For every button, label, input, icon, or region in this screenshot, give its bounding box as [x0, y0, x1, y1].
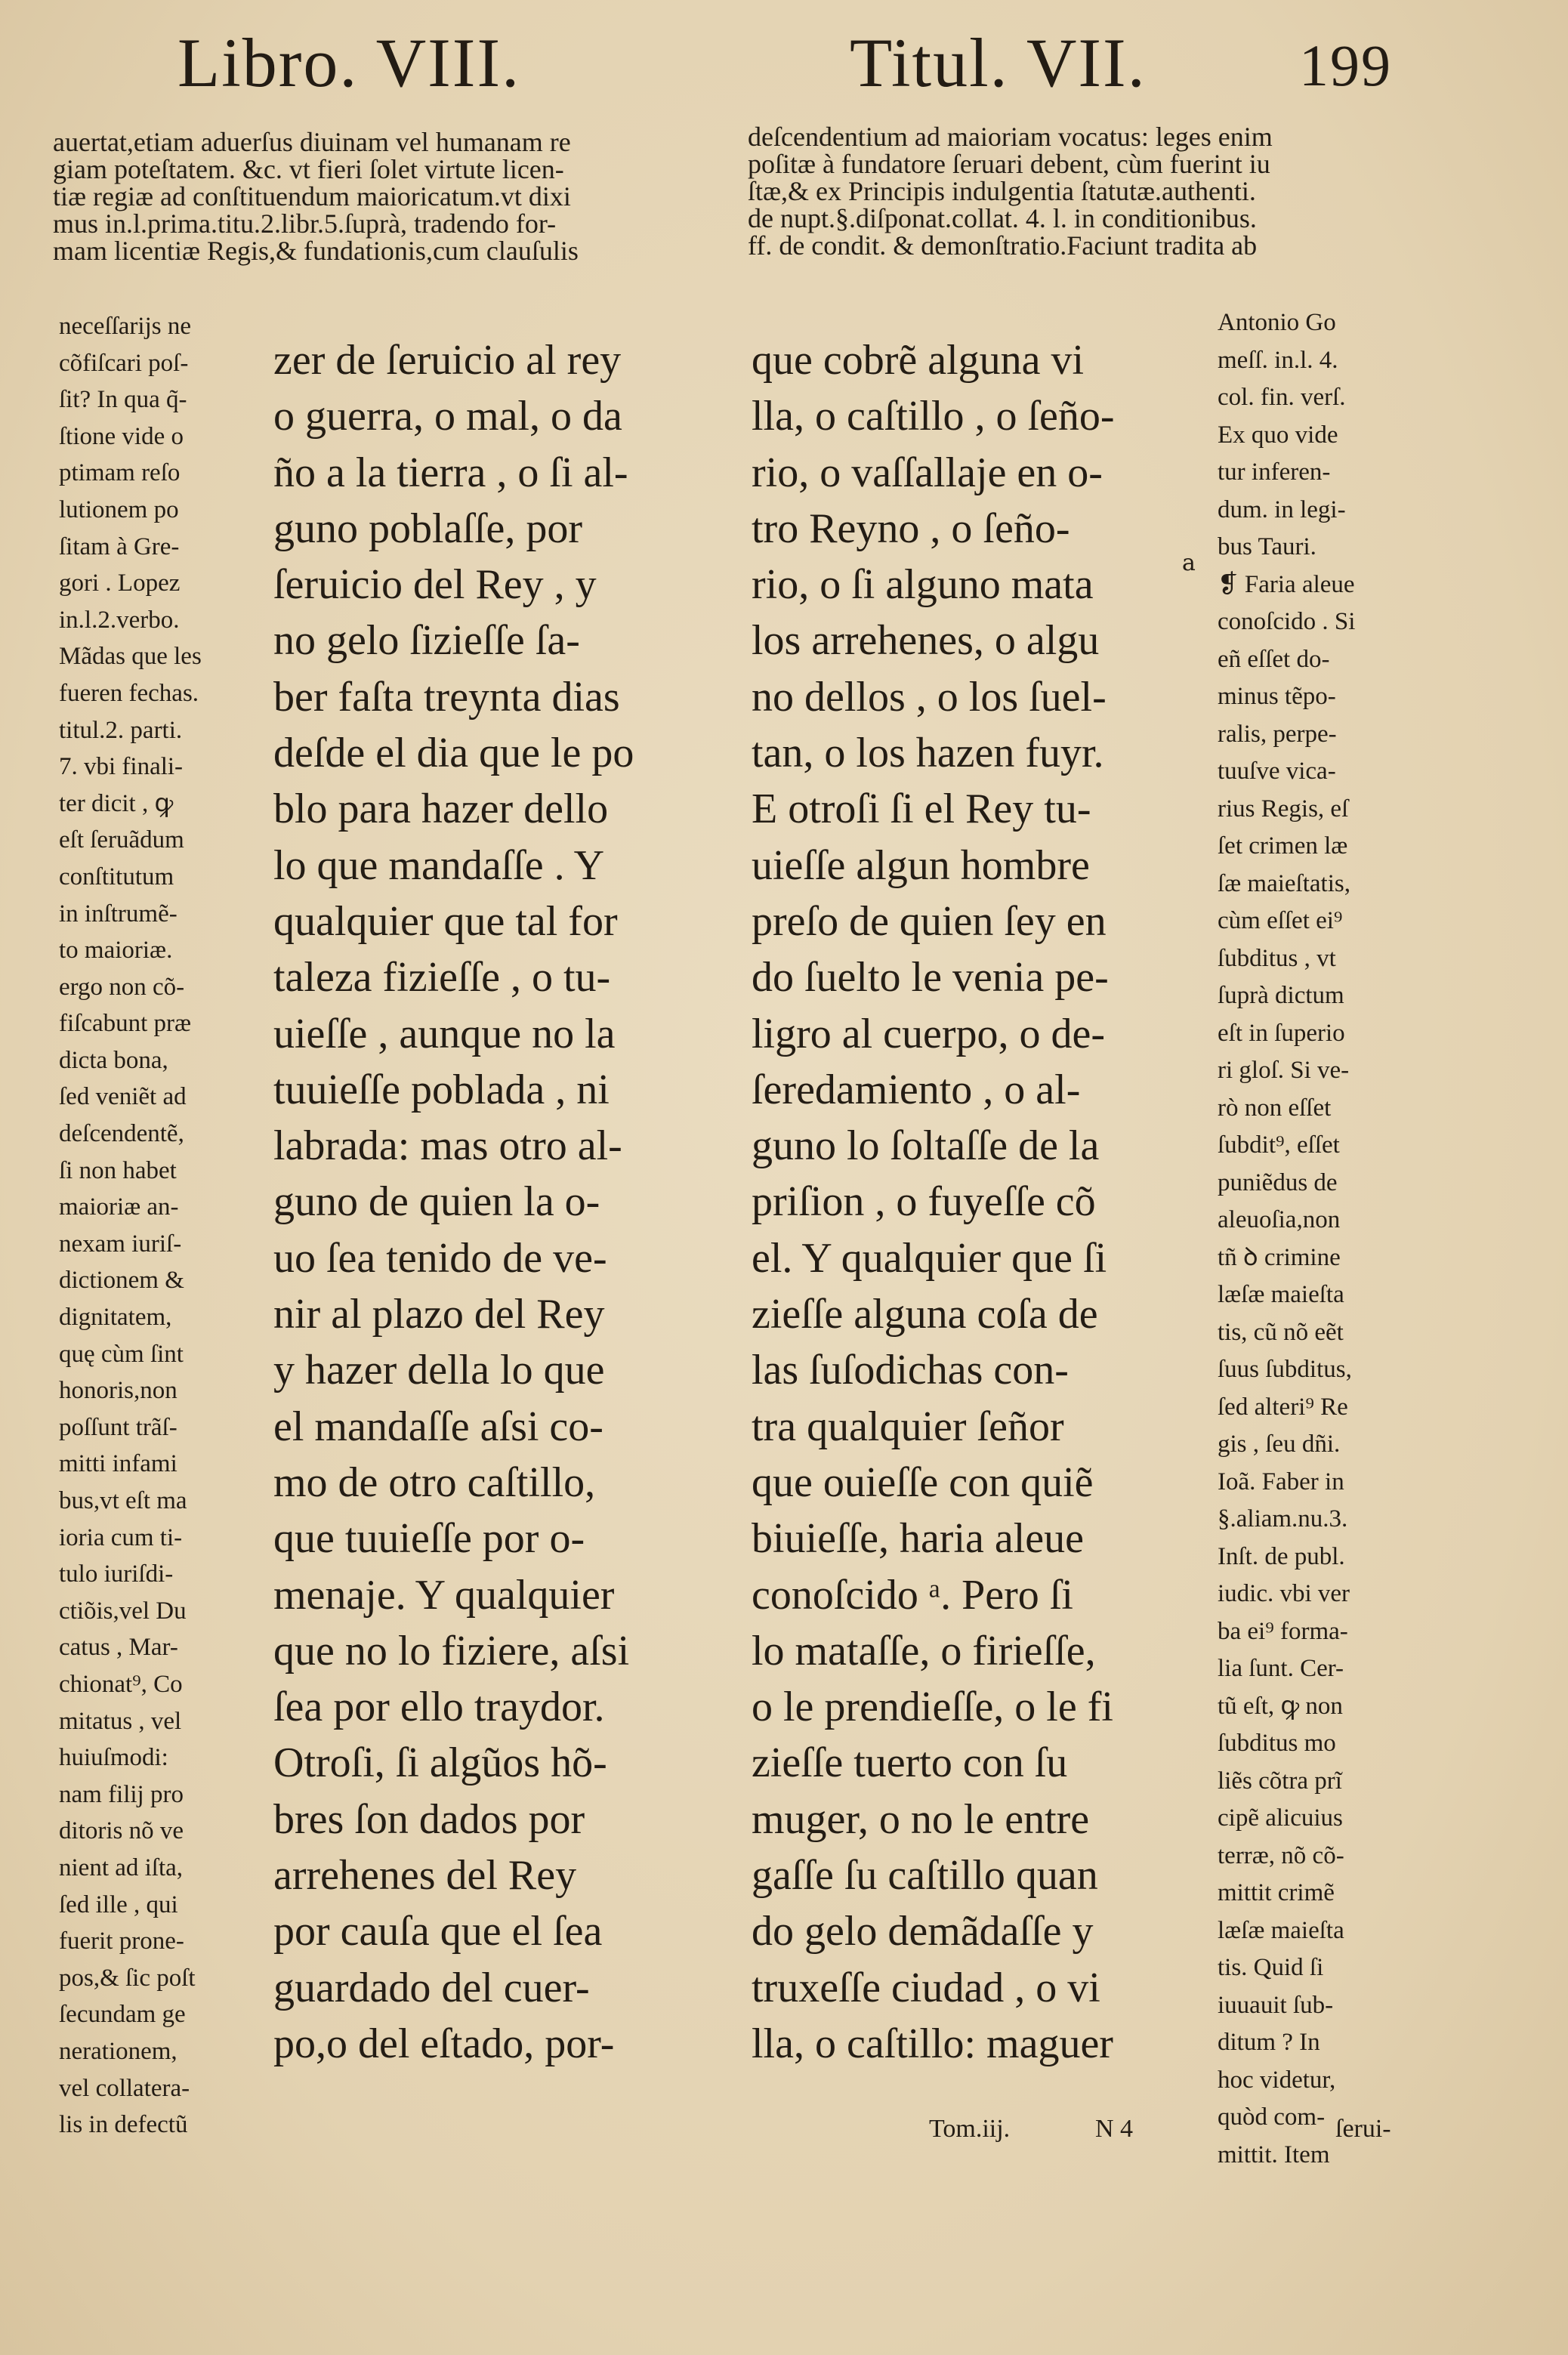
note-marker: a	[1182, 550, 1196, 576]
marginal-line: rius Regis, eſ	[1218, 795, 1349, 823]
marginal-line: ditoris nõ ve	[59, 1817, 184, 1845]
marginal-line: læſæ maieſta	[1218, 1281, 1344, 1308]
marginal-line: iuuauit ſub-	[1218, 1991, 1334, 2019]
marginal-line: ſed ille , qui	[59, 1890, 178, 1918]
marginal-line: Ex quo vide	[1218, 421, 1338, 449]
text-line: zieſſe tuerto con ſu	[752, 1739, 1068, 1787]
gloss-line: giam poteſtatem. &c. vt fieri ſolet virtute licen-	[53, 154, 564, 184]
marginal-line: §.aliam.nu.3.	[1218, 1505, 1348, 1532]
gloss-line: tiæ regiæ ad conſtituendum maioricatum.vt dixi	[53, 181, 571, 211]
text-line: ſea por ello traydor.	[273, 1684, 605, 1731]
marginal-line: ſitam à Gre-	[59, 532, 180, 560]
marginal-line: chionat⁹, Co	[59, 1670, 183, 1698]
page-footer	[0, 2115, 1568, 2160]
book-number: Libro. VIII.	[177, 24, 521, 101]
marginal-line: in.l.2.verbo.	[59, 606, 180, 634]
text-line: deſde el dia que le po	[273, 730, 634, 777]
text-line: Otroſi, ſi algũos hõ-	[273, 1739, 607, 1787]
text-line: lla, o caſtillo: maguer	[752, 2020, 1113, 2067]
text-line: ſeruicio del Rey , y	[273, 561, 597, 609]
text-line: E otroſi ſi el Rey tu-	[752, 786, 1091, 833]
gloss-line: deſcendentium ad maioriam vocatus: leges enim	[748, 122, 1273, 152]
text-line: ligro al cuerpo, o de-	[752, 1010, 1106, 1057]
marginal-line: ſed alteri⁹ Re	[1218, 1393, 1348, 1421]
marginal-line: puniẽdus de	[1218, 1168, 1338, 1196]
marginal-line: mittit. Item	[1218, 2140, 1330, 2168]
marginal-line: fueren fechas.	[59, 679, 199, 707]
top-gloss-right	[748, 123, 1412, 259]
marginal-line: cùm eſſet ei⁹	[1218, 907, 1343, 934]
text-line: los arrehenes, o algu	[752, 617, 1100, 665]
text-line: uieſſe , aunque no la	[273, 1010, 616, 1057]
marginal-line: catus , Mar-	[59, 1634, 178, 1662]
marginal-line: dicta bona,	[59, 1046, 168, 1074]
text-line: guno poblaſſe, por	[273, 505, 583, 552]
gloss-line: poſitæ à fundatore ſeruari debent, cùm fuerint iu	[748, 149, 1270, 179]
main-text-column-left	[273, 332, 696, 2072]
marginal-line: ❡ Faria aleue	[1218, 570, 1355, 598]
left-marginal-gloss	[59, 308, 255, 2144]
marginal-line: maioriæ an-	[59, 1193, 179, 1221]
gloss-line: ff. de condit. & demonſtratio.Faciunt tradita ab	[748, 230, 1258, 261]
text-line: uo ſea tenido de ve-	[273, 1234, 607, 1282]
marginal-line: tuuſve vica-	[1218, 758, 1336, 785]
marginal-line: lis in defectũ	[59, 2111, 188, 2139]
text-line: preſo de quien ſey en	[752, 897, 1107, 945]
marginal-line: nient ad iſta,	[59, 1853, 184, 1881]
marginal-line: meſſ. in.l. 4.	[1218, 346, 1338, 374]
text-line: no dellos , o los ſuel-	[752, 673, 1107, 721]
marginal-line: cipẽ alicuius	[1218, 1804, 1343, 1832]
marginal-line: rò non eſſet	[1218, 1094, 1332, 1122]
marginal-line: ergo non cõ-	[59, 973, 185, 1001]
marginal-line: dignitatem,	[59, 1304, 172, 1332]
marginal-line: vel collatera-	[59, 2074, 190, 2102]
marginal-line: col. fin. verſ.	[1218, 384, 1346, 411]
text-line: zieſſe alguna coſa de	[752, 1291, 1098, 1338]
text-line: arrehenes del Rey	[273, 1852, 577, 1900]
text-line: priſion , o fuyeſſe cõ	[752, 1178, 1096, 1226]
text-line: lla, o caſtillo , o ſeño-	[752, 393, 1115, 440]
text-line: tan, o los hazen fuyr.	[752, 730, 1104, 777]
marginal-line: ctiõis,vel Du	[59, 1597, 187, 1625]
marginal-line: nexam iuriſ-	[59, 1230, 182, 1258]
marginal-line: gori . Lopez	[59, 569, 181, 597]
marginal-line: cõfiſcari poſ-	[59, 349, 189, 377]
marginal-line: nerationem,	[59, 2037, 177, 2065]
text-line: no gelo ſizieſſe ſa-	[273, 617, 580, 665]
text-line: guno lo ſoltaſſe de la	[752, 1122, 1100, 1170]
text-line: nir al plazo del Rey	[273, 1291, 605, 1338]
marginal-line: ptimam reſo	[59, 459, 181, 487]
gloss-line: de nupt.§.diſponat.collat. 4. l. in conditionibus.	[748, 203, 1257, 233]
right-marginal-gloss	[1218, 304, 1414, 2174]
marginal-line: ſæ maieſtatis,	[1218, 869, 1350, 897]
marginal-line: ter dicit , ꝙ	[59, 789, 174, 817]
text-line: zer de ſeruicio al rey	[273, 337, 622, 384]
marginal-line: honoris,non	[59, 1377, 177, 1405]
marginal-line: ioria cum ti-	[59, 1523, 183, 1551]
marginal-line: in inſtrumẽ-	[59, 900, 177, 927]
text-line: tuuieſſe poblada , ni	[273, 1066, 610, 1113]
text-line: ſeredamiento , o al-	[752, 1066, 1081, 1113]
marginal-line: tur inferen-	[1218, 458, 1331, 486]
marginal-line: ſubdit⁹, eſſet	[1218, 1131, 1340, 1159]
marginal-line: ralis, perpe-	[1218, 720, 1337, 748]
marginal-line: Mãdas que les	[59, 643, 202, 671]
marginal-line: fuerit prone-	[59, 1928, 184, 1955]
text-line: y hazer della lo que	[273, 1347, 605, 1394]
text-line: rio, o vaſſallaje en o-	[752, 449, 1103, 496]
marginal-line: quę cùm ſint	[59, 1340, 184, 1368]
marginal-line: liẽs cõtra prĩ	[1218, 1767, 1342, 1795]
text-line: guardado del cuer-	[273, 1964, 590, 2011]
text-line: gaſſe ſu caſtillo quan	[752, 1852, 1098, 1900]
marginal-line: tis. Quid ſi	[1218, 1954, 1324, 1981]
marginal-line: conoſcido . Si	[1218, 608, 1356, 635]
marginal-line: bus,vt eſt ma	[59, 1487, 187, 1514]
marginal-line: quòd com-	[1218, 2103, 1326, 2131]
marginal-line: bus Tauri.	[1218, 533, 1316, 560]
text-line: lo mataſſe, o firieſſe,	[752, 1627, 1096, 1674]
marginal-line: ſtione vide o	[59, 422, 184, 450]
marginal-line: mitti infami	[59, 1450, 177, 1478]
text-line: que cobrẽ alguna vi	[752, 337, 1085, 384]
marginal-line: dum. in legi-	[1218, 495, 1346, 523]
text-line: que no lo fiziere, aſsi	[273, 1627, 630, 1674]
marginal-line: eñ eſſet do-	[1218, 645, 1330, 673]
text-line: muger, o no le entre	[752, 1795, 1090, 1843]
text-line: biuieſſe, haria aleue	[752, 1515, 1084, 1563]
marginal-line: ſed veniẽt ad	[59, 1083, 187, 1111]
marginal-line: Ioã. Faber in	[1218, 1468, 1344, 1495]
marginal-line: lia ſunt. Cer-	[1218, 1655, 1344, 1682]
text-line: que ouieſſe con quiẽ	[752, 1458, 1094, 1506]
text-line: lo que mandaſſe . Y	[273, 841, 605, 889]
marginal-line: mitatus , vel	[59, 1707, 182, 1735]
main-text-column-right	[752, 332, 1205, 2072]
text-line: guno de quien la o-	[273, 1178, 600, 1226]
marginal-line: læſæ maieſta	[1218, 1916, 1344, 1944]
marginal-line: huiuſmodi:	[59, 1744, 168, 1772]
text-line: conoſcido ᵃ. Pero ſi	[752, 1571, 1073, 1619]
marginal-line: eſt ſeruãdum	[59, 826, 184, 854]
marginal-line: minus tẽpo-	[1218, 683, 1336, 710]
marginal-line: dictionem &	[59, 1267, 184, 1295]
marginal-line: tũ eſt, ꝙ non	[1218, 1692, 1343, 1720]
volume-label: Tom.iij.	[929, 2115, 1011, 2143]
marginal-line: ſi non habet	[59, 1156, 177, 1184]
text-line: do gelo demãdaſſe y	[752, 1908, 1094, 1955]
text-line: bres ſon dados por	[273, 1795, 585, 1843]
marginal-line: ſet crimen læ	[1218, 832, 1348, 860]
text-line: blo para hazer dello	[273, 786, 609, 833]
text-line: taleza fizieſſe , o tu-	[273, 954, 611, 1002]
text-line: las ſuſodichas con-	[752, 1347, 1069, 1394]
title-number: Titul. VII.	[850, 24, 1147, 101]
text-line: rio, o ſi alguno mata	[752, 561, 1094, 609]
marginal-line: mittit crimẽ	[1218, 1879, 1335, 1906]
marginal-line: pos,& ſic poſt	[59, 1964, 196, 1992]
text-line: do ſuelto le venia pe-	[752, 954, 1109, 1002]
marginal-line: ſecundam ge	[59, 2001, 186, 2029]
marginal-line: conſtitutum	[59, 863, 174, 890]
gloss-line: mus in.l.prima.titu.2.libr.5.ſuprà, tradendo for-	[53, 208, 557, 239]
top-gloss-left	[53, 128, 702, 264]
marginal-line: tis, cũ nõ eẽt	[1218, 1318, 1344, 1346]
marginal-line: terræ, nõ cõ-	[1218, 1841, 1344, 1869]
text-line: o guerra, o mal, o da	[273, 393, 622, 440]
marginal-line: lutionem po	[59, 495, 179, 523]
signature-mark: N 4	[1095, 2115, 1134, 2143]
marginal-line: tñ ꝺ crimine	[1218, 1243, 1341, 1271]
marginal-line: ſit? In qua q̃-	[59, 386, 187, 414]
marginal-line: Inſt. de publ.	[1218, 1542, 1345, 1570]
page-number: 199	[1299, 32, 1392, 98]
text-line: po,o del eſtado, por-	[273, 2020, 615, 2067]
marginal-line: deſcendentẽ,	[59, 1120, 184, 1148]
gloss-line: mam licentiæ Regis,& fundationis,cum clauſulis	[53, 236, 579, 266]
gloss-line: auertat,etiam aduerſus diuinam vel humanam re	[53, 127, 571, 157]
text-line: truxeſſe ciudad , o vi	[752, 1964, 1100, 2011]
marginal-line: eſt in ſuperio	[1218, 1019, 1345, 1047]
marginal-line: fiſcabunt præ	[59, 1010, 192, 1038]
marginal-line: ſuprà dictum	[1218, 982, 1344, 1009]
text-line: menaje. Y qualquier	[273, 1571, 615, 1619]
marginal-line: titul.2. parti.	[59, 716, 183, 744]
text-line: mo de otro caſtillo,	[273, 1458, 596, 1506]
text-line: el mandaſſe aſsi co-	[273, 1403, 603, 1450]
marginal-line: ſubditus mo	[1218, 1730, 1336, 1757]
marginal-line: hoc videtur,	[1218, 2066, 1336, 2094]
text-line: ño a la tierra , o ſi al-	[273, 449, 628, 496]
text-line: qualquier que tal for	[273, 897, 618, 945]
marginal-line: ſubditus , vt	[1218, 944, 1336, 972]
marginal-line: ditum ? In	[1218, 2029, 1320, 2056]
marginal-line: gis , ſeu dñi.	[1218, 1431, 1341, 1458]
text-line: que tuuieſſe por o-	[273, 1515, 585, 1563]
text-line: por cauſa que el ſea	[273, 1908, 603, 1955]
text-line: tra qualquier ſeñor	[752, 1403, 1064, 1450]
marginal-line: ri gloſ. Si ve-	[1218, 1057, 1350, 1084]
gloss-line: ſtæ,& ex Principis indulgentia ſtatutæ.authenti.	[748, 176, 1256, 206]
marginal-line: Antonio Go	[1218, 309, 1336, 336]
marginal-line: tulo iuriſdi-	[59, 1560, 174, 1588]
text-line: o le prendieſſe, o le fi	[752, 1684, 1113, 1731]
text-line: uieſſe algun hombre	[752, 841, 1090, 889]
marginal-line: iudic. vbi ver	[1218, 1580, 1350, 1607]
text-line: tro Reyno , o ſeño-	[752, 505, 1070, 552]
marginal-line: to maioriæ.	[59, 937, 173, 965]
marginal-line: neceſſarijs ne	[59, 313, 191, 340]
marginal-line: nam filij pro	[59, 1780, 184, 1808]
running-header	[0, 23, 1568, 113]
catchword: ſerui-	[1335, 2115, 1391, 2143]
text-line: el. Y qualquier que ſi	[752, 1234, 1107, 1282]
text-line: ber faſta treynta dias	[273, 673, 620, 721]
text-line: labrada: mas otro al-	[273, 1122, 622, 1170]
marginal-line: aleuoſia,non	[1218, 1206, 1341, 1233]
marginal-line: ſuus ſubditus,	[1218, 1356, 1352, 1383]
marginal-line: ba ei⁹ forma-	[1218, 1617, 1348, 1645]
marginal-line: poſſunt trãſ-	[59, 1413, 177, 1441]
marginal-line: 7. vbi finali-	[59, 753, 184, 781]
